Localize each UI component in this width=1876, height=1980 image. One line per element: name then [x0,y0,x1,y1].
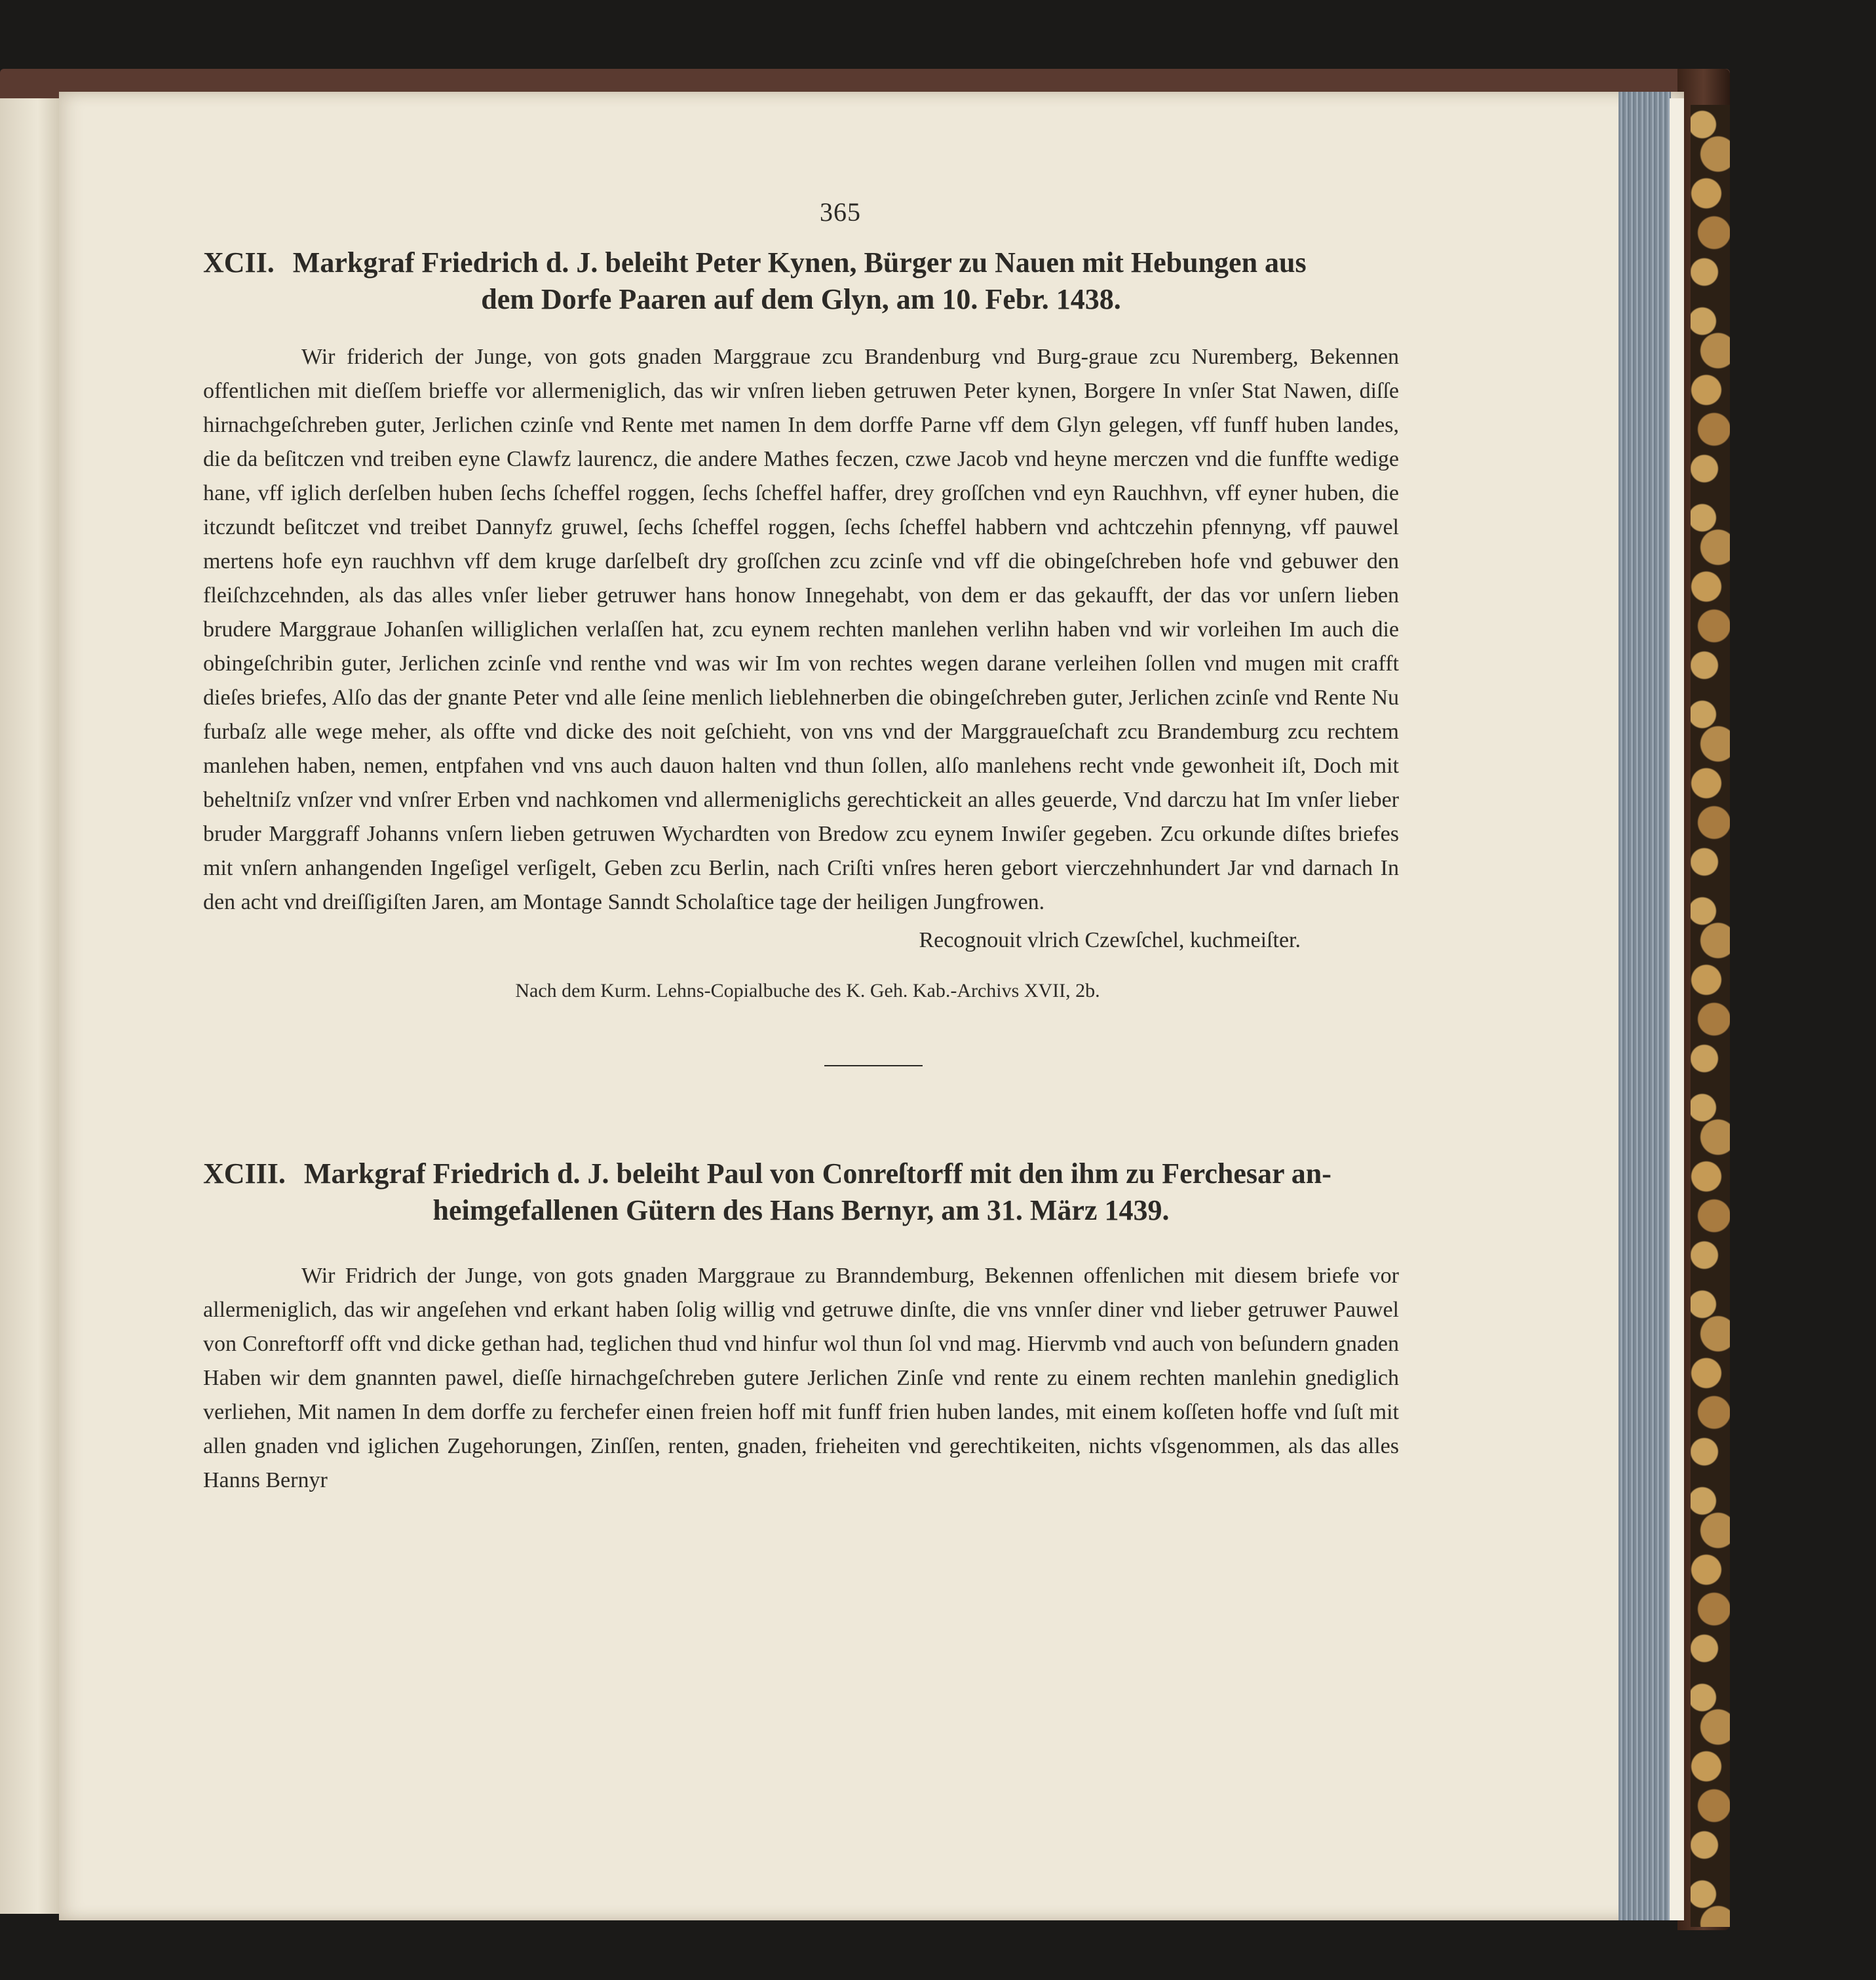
page-content [203,197,1399,1498]
section-title-line2: dem Dorfe Paaren auf dem Glyn, am 10. Febr. 1438. [481,283,1121,315]
section-body-xciii [203,1259,1399,1498]
marbled-endpaper [1691,105,1730,1927]
section-heading-xciii [203,1155,1399,1229]
body-paragraph: Wir friderich der Junge, von gots gnaden Marggraue zcu Brandenburg vnd Burg-graue zcu Nuremberg, Bekennen offentlichen mit dieſſem brieffe vor allermeniglich, das wir vnſren lieben getruwen Peter kynen, Borgere In vnſer Stat Nawen, diſſe hirnachgeſchreben guter, Jerlichen czinſe vnd Rente met namen In dem dorffe Parne vff dem Glyn gelegen, vff funff huben landes, die da beſitczen vnd treiben eyne Clawfz laurencz, die andere Mathes feczen, czwe Jacob vnd heyne merczen vnd die funffte wedige hane, vff iglich derſelben huben ſechs ſcheffel roggen, ſechs ſcheffel haffer, drey groſſchen vnd eyn Rauchhvn, vff eyner huben, die itczundt beſitczet vnd treibet Dannyfz gruwel, ſechs ſcheffel roggen, ſechs ſcheffel habbern vnd achtczehin pfennyng, vff pauwel mertens hofe eyn rauchhvn vff dem kruge darſelbeſt dry groſſchen zcu zcinſe vnd vff die obingeſchreben hofe vnd gebuwer den fleiſchzcehnden, als das alles vnſer lieber getruwer hans honow Innegehabt, von dem er das gekaufft, der das vor unſern lieben brudere Marggraue Johanſen williglichen verlaſſen hat, zcu eynem rechten manlehen verlihn haben vnd wir vorleihen Im auch die obingeſchribin guter, Jerlichen zcinſe vnd renthe vnd was wir Im von rechtes wegen darane verleihen ſollen vnd mugen mit crafft dieſes briefes, Alſo das der gnante Peter vnd alle ſeine menlich lieblehnerben die obingeſchreben guter, Jerlichen zcinſe vnd Rente Nu furbaſz alle wege meher, als offte vnd dicke des noit geſchieht, von vns vnd der Marggraueſchaft zcu Brandemburg zcu rechtem manlehen haben, nemen, entpfahen vnd vns auch dauon halten vnd thun ſollen, alſo manlehens recht vnde gewonheit iſt, Doch mit beheltniſz vnſzer vnd vnſrer Erben vnd nachkomen vnd allermeniglichs gerechtickeit an alles geuerde, Vnd darczu hat Im vnſer lieber bruder Marggraff Johanns vnſern lieben getruwen Wychardten von Bredow zcu eynem Inwiſer gegeben. Zcu orkunde diſtes briefes mit vnſern anhangenden Ingeſigel verſigelt, Geben zcu Berlin, nach Criſti vnſres heren gebort vierczehnhundert Jar vnd darnach In den acht vnd dreiſſigiſten Jaren, am Montage Sanndt Scholaſtice tage der heiligen Jungfrowen. [203,345,1399,914]
page-margin-strip [1670,98,1684,1920]
signoff: Recognouit vlrich Czewſchel, kuchmeiſter. [919,928,1301,952]
source-note: Nach dem Kurm. Lehns-Copialbuche des K. Geh. Kab.-Archivs XVII, 2b. [515,980,1100,1001]
section-title-line2: heimgefallenen Gütern des Hans Bernyr, am 31. März 1439. [432,1194,1170,1226]
section-number: XCIII. [203,1157,286,1190]
section-title-line1: Markgraf Friedrich d. J. beleiht Paul von Conreſtorff mit den ihm zu Ferchesar an- [303,1157,1331,1190]
section-title-line1: Markgraf Friedrich d. J. beleiht Peter Kynen, Bürger zu Nauen mit Hebungen aus [292,246,1307,279]
page-number: 365 [820,197,861,227]
section-heading-xcii [203,244,1399,318]
section-number: XCII. [203,246,275,279]
facing-page-edge [0,98,63,1914]
page-block-edge [1618,92,1671,1920]
section-divider [824,1065,923,1066]
body-paragraph: Wir Fridrich der Junge, von gots gnaden Marggraue zu Branndemburg, Bekennen offenlichen mit diesem briefe vor allermeniglich, das wir angeſehen vnd erkant haben ſolig willig vnd getruwe dinſte, die vns vnnſer diner vnd lieber getruwer Pauwel von Conreftorff offt vnd dicke gethan had, teglichen thud vnd hinfur wol thun ſol vnd mag. Hiervmb vnd auch von beſundern gnaden Haben wir dem gnannten pawel, dieſſe hirnachgeſchreben gutere Jerlichen Zinſe vnd rente zu einem rechten manlehin gnediglich verliehen, Mit namen In dem dorffe zu ferchefer einen freien hoff mit funff frien huben landes, mit einem koſſeten hoffe vnd ſuſt mit allen gnaden vnd iglichen Zugehorungen, Zinſſen, renten, gnaden, frieheiten vnd gerechtikeiten, nichts vſsgenommen, als das alles Hanns Bernyr [203,1264,1399,1492]
section-body-xcii [203,340,1399,920]
